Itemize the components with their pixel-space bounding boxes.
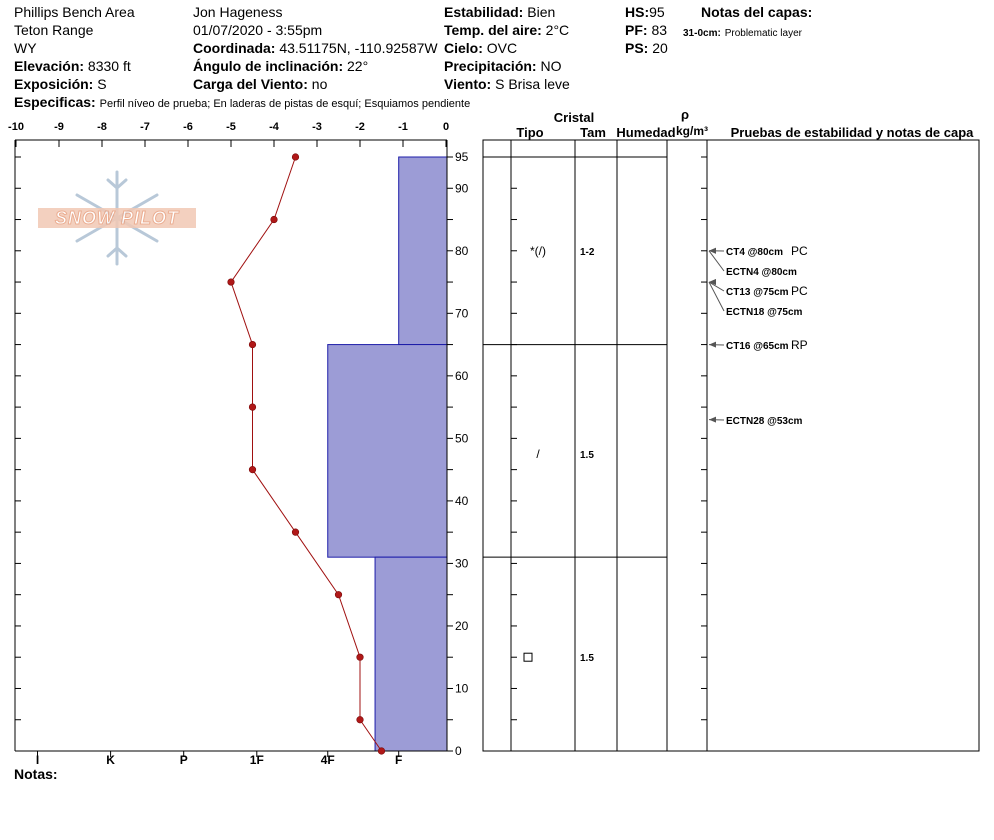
grain-type-symbol: / [536,447,540,461]
observer: Jon Hageness [193,4,283,20]
grain-size: 1.5 [580,450,594,461]
notes-label: Notas: [14,766,58,782]
temp-tick-label: 0 [442,121,450,133]
elevation-label: Elevación: [14,58,85,74]
temperature-point [378,748,385,755]
grain-size: 1.5 [580,653,594,665]
precip-value: NO [540,58,562,74]
temperature-point [271,216,278,223]
test-label: ECTN28 @53cm [726,416,803,427]
elevation-value: 8330 ft [87,58,131,74]
location-name: Phillips Bench Area [14,4,135,20]
air-temp-label: Temp. del aire: [444,22,542,38]
tests-header: Pruebas de estabilidad y notas de capa [730,125,974,140]
test-label: CT4 @80cm [726,247,783,258]
test-result: RP [791,338,808,352]
grain-type-symbol: *(/) [530,243,546,258]
hardness-tick-label: 4F [320,753,335,767]
hs-label: HS: [625,4,650,20]
test-result: PC [791,244,808,258]
slope-value: 22° [347,58,369,74]
specifics-label: Especificas: [14,94,96,110]
density-rho-header: ρ [680,107,690,122]
crystal-header: Cristal [553,110,595,125]
logo-text: SNOW PILOT [38,208,196,228]
ps-value: 20 [652,40,668,56]
depth-tick-label: 30 [455,556,469,571]
precip-label: Precipitación: [444,58,537,74]
temperature-point [292,154,299,161]
depth-tick-label: 60 [455,368,469,383]
hardness-layer-bar [375,557,447,751]
state: WY [14,40,37,56]
sky-label: Cielo: [444,40,483,56]
temp-tick-label: -1 [398,121,408,133]
depth-tick-label: 95 [455,150,469,164]
coord-value: 43.51175N, -110.92587W [279,40,438,56]
pf-value: 83 [651,22,668,38]
wind-label: Viento: [444,76,492,92]
temperature-point [335,591,342,598]
air-temp-value: 2°C [545,22,570,38]
temperature-point [249,341,256,348]
slope-label: Ángulo de inclinación: [193,58,344,74]
wind-load-value: no [311,76,328,92]
depth-tick-label: 90 [455,181,469,196]
stability-label: Estabilidad: [444,4,524,20]
moisture-header: Humedad [616,125,676,140]
temp-tick-label: -9 [54,121,64,133]
hardness-layer-bar [328,345,447,558]
hardness-tick-label: K [106,753,115,767]
wind-value: S Brisa leve [495,76,570,92]
temp-tick-label: -10 [8,121,24,133]
test-arrow-icon [709,417,716,423]
temp-tick-label: -7 [140,121,150,133]
hardness-tick-label: 1F [249,753,264,767]
depth-tick-label: 50 [455,431,469,446]
hardness-tick-label: F [395,753,403,767]
depth-tick-label: 40 [455,493,469,508]
temperature-point [228,279,235,286]
temp-tick-label: -5 [226,121,236,133]
ps-label: PS: [625,40,649,56]
temperature-point [357,716,364,723]
sky-value: OVC [486,40,518,56]
hardness-tick-label: I [35,753,40,767]
layer-table-frame [483,140,979,751]
stability-value: Bien [527,4,556,20]
hardness-tick-label: P [179,753,188,767]
aspect-value: S [97,76,107,92]
test-label: ECTN18 @75cm [726,307,803,318]
grain-type-symbol [524,653,532,661]
temperature-point [292,529,299,536]
test-label: ECTN4 @80cm [726,267,797,278]
layer-notes-title: Notas del capas: [701,4,813,20]
test-label: CT13 @75cm [726,287,789,298]
aspect-label: Exposición: [14,76,94,92]
datetime: 01/07/2020 - 3:55pm [193,22,323,38]
depth-tick-label: 10 [455,681,469,696]
hs-value: 95 [649,4,665,20]
temp-tick-label: -6 [183,121,193,133]
temp-tick-label: -3 [312,121,322,133]
layer-note-text: Problematic layer [724,28,802,39]
depth-tick-label: 0 [455,744,462,758]
density-unit-header: kg/m³ [675,124,709,138]
temp-tick-label: -4 [269,121,279,133]
size-header: Tam [580,125,606,140]
test-label: CT16 @65cm [726,341,789,352]
specifics-value: Perfil níveo de prueba; En laderas de pistas de esquí; Esquiamos pendiente [99,98,471,110]
layer-note-depth: 31-0cm: [683,28,721,39]
depth-tick-label: 70 [455,306,469,321]
temperature-point [249,404,256,411]
depth-tick-label: 20 [455,618,469,633]
pf-label: PF: [625,22,648,38]
temp-tick-label: -2 [355,121,365,133]
temperature-point [357,654,364,661]
temperature-point [249,466,256,473]
temp-tick-label: -8 [97,121,107,133]
test-pointer-line [709,251,724,271]
wind-load-label: Carga del Viento: [193,76,308,92]
hardness-layer-bar [399,157,447,345]
depth-tick-label: 80 [455,243,469,258]
type-header: Tipo [516,125,544,140]
mountain-range: Teton Range [14,22,94,38]
grain-size: 1-2 [580,246,595,258]
test-result: PC [791,284,808,298]
coord-label: Coordinada: [193,40,276,56]
test-arrow-icon [709,342,716,348]
